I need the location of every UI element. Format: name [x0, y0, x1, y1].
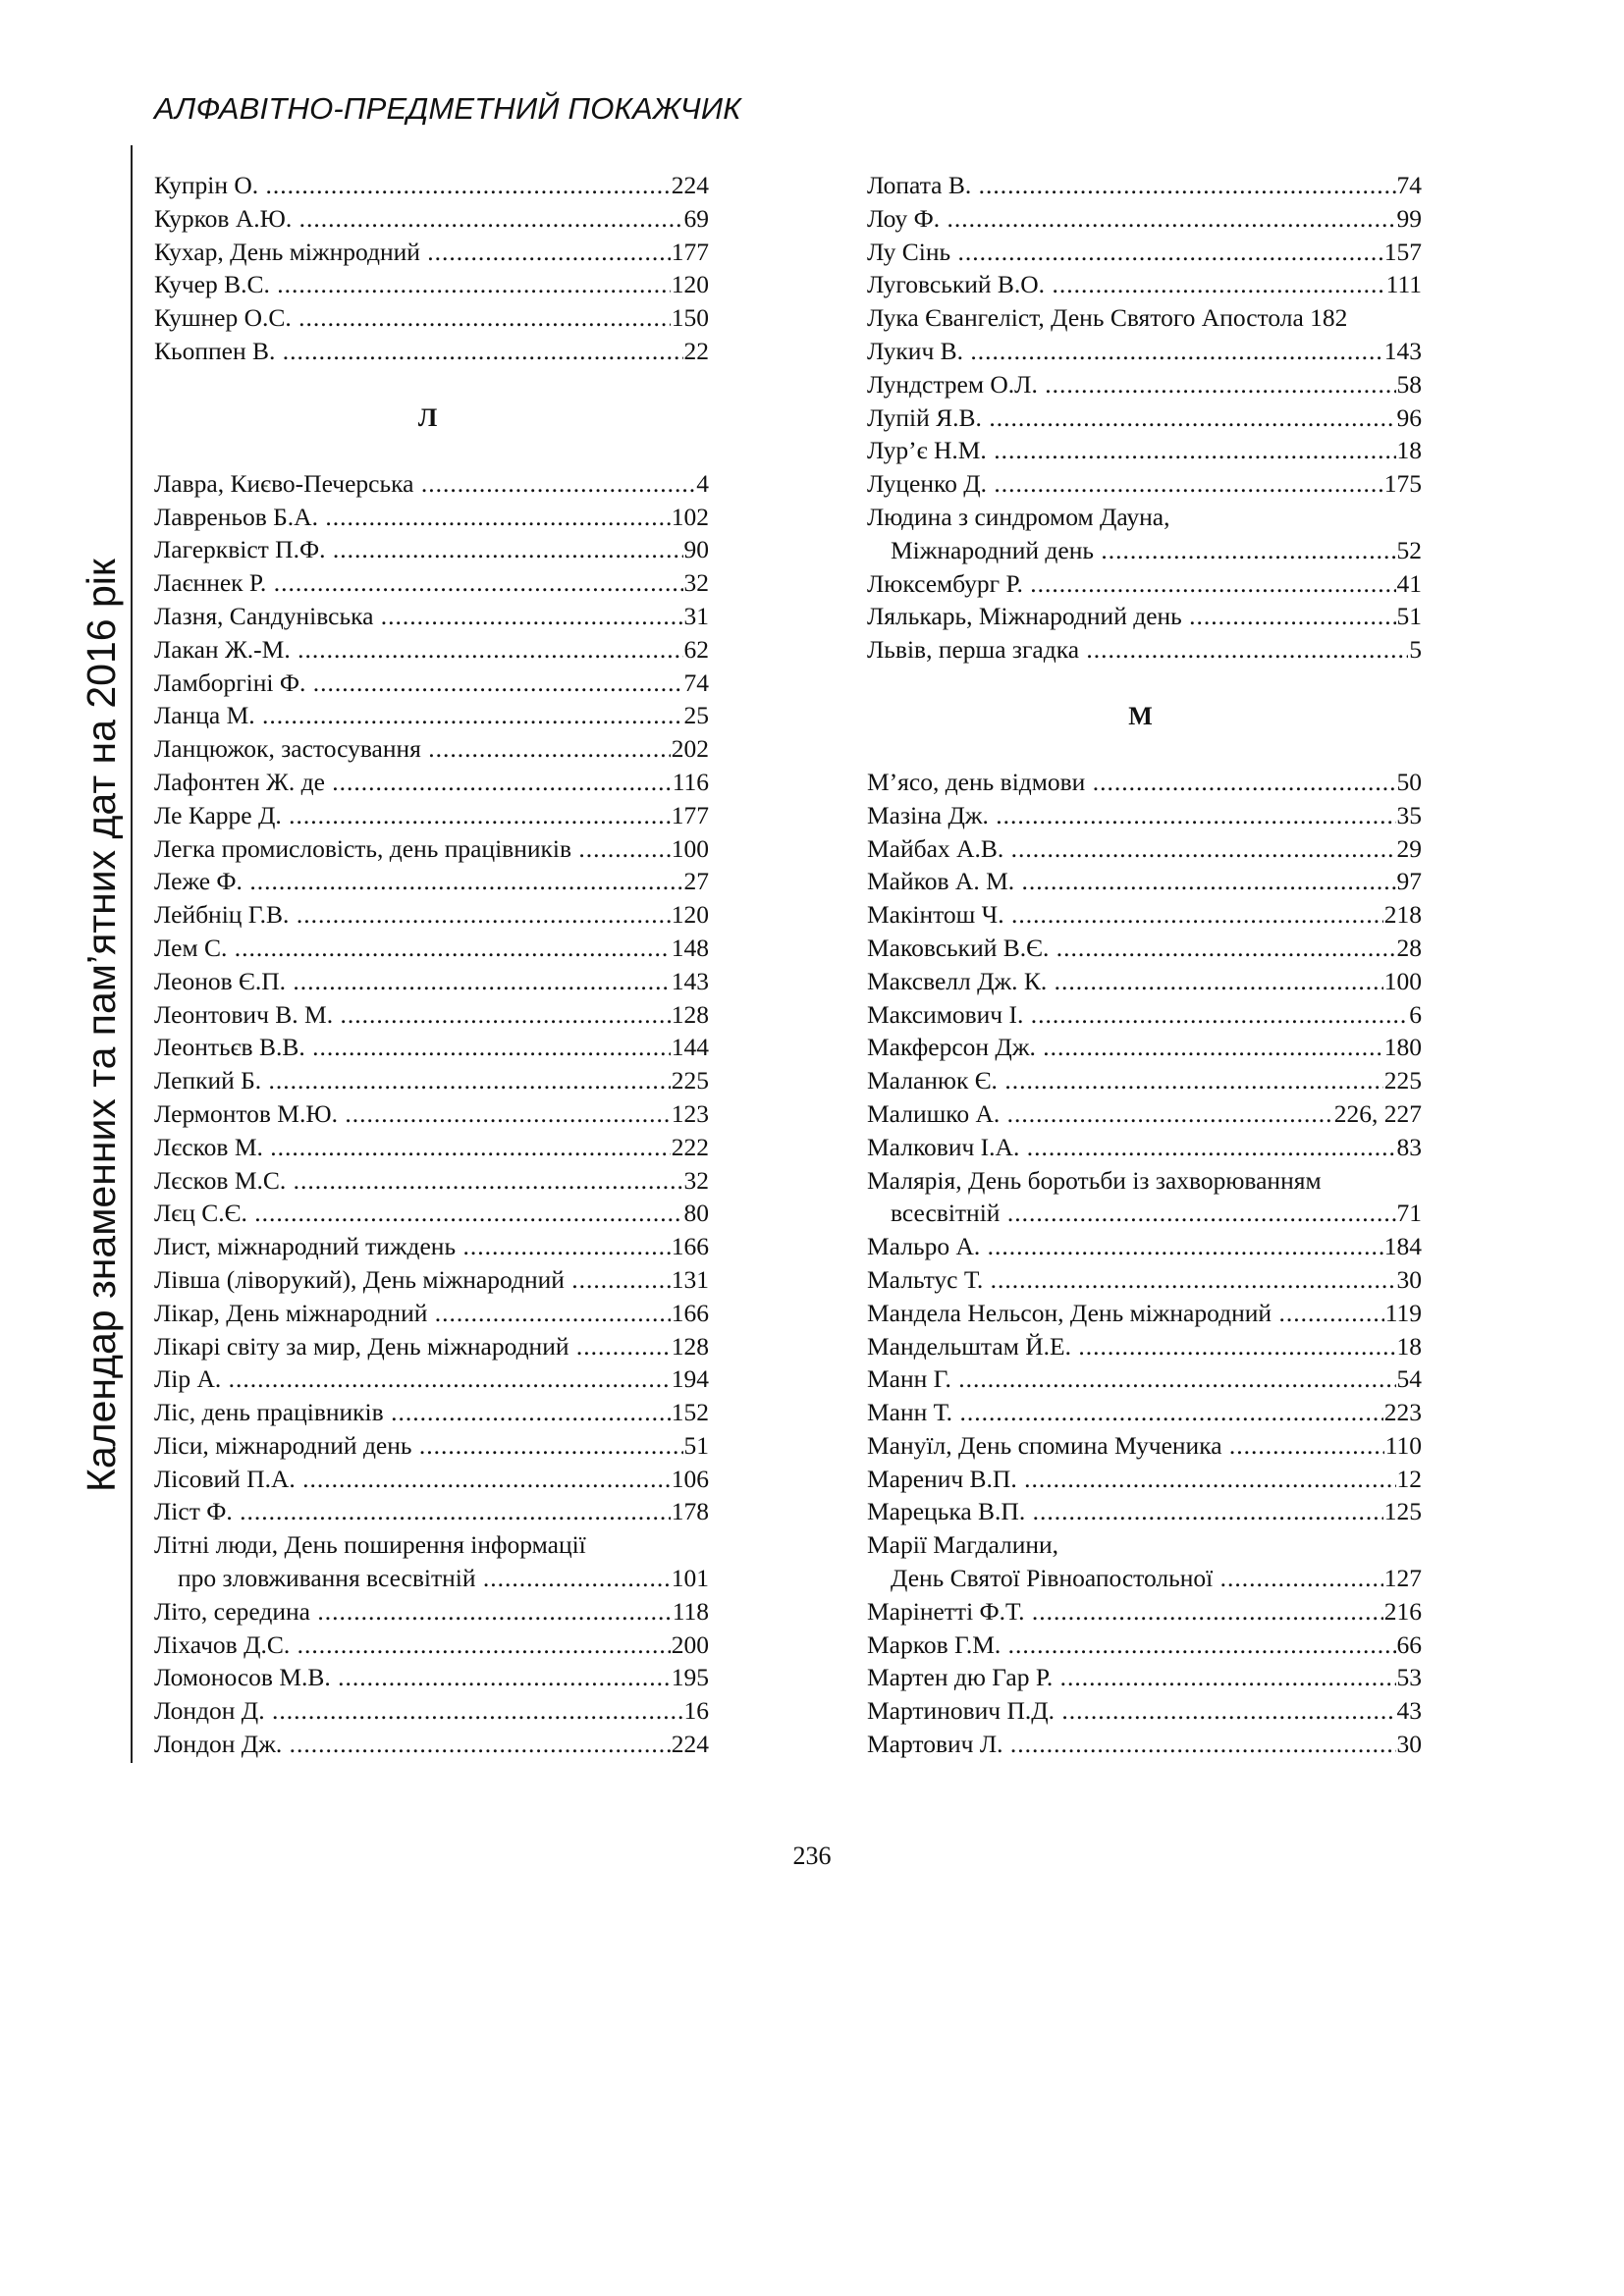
- entry-name: Маланюк Є. .....: [867, 1064, 1422, 1097]
- entry-name: Літо, середина .....: [154, 1595, 709, 1629]
- index-entry: [154, 1064, 709, 1097]
- index-entry: [867, 202, 1422, 236]
- entry-page: 27: [683, 865, 710, 898]
- entry-page: 16: [683, 1694, 710, 1728]
- entry-page: 51: [683, 1429, 710, 1463]
- index-entry: [154, 1297, 709, 1330]
- right-wrap1-cont: [867, 534, 1422, 567]
- entry-page: 150: [671, 301, 709, 335]
- index-entry: [867, 1330, 1422, 1363]
- index-entry: [154, 301, 709, 335]
- entry-name: Малкович І.А. .....: [867, 1131, 1422, 1164]
- entry-page: 194: [671, 1362, 709, 1396]
- entry-name: День Святої Рівноапостольної .....: [891, 1562, 1422, 1595]
- entry-page: 25: [683, 699, 710, 732]
- entry-name: Мандела Нельсон, День міжнародний .....: [867, 1297, 1422, 1330]
- entry-name: Лікарі світу за мир, День міжнародний .....: [154, 1330, 709, 1363]
- index-entry: [867, 401, 1422, 435]
- entry-name: Лагерквіст П.Ф. .....: [154, 533, 709, 566]
- entry-name: Кушнер О.С. .....: [154, 301, 709, 335]
- entry-name: Лікар, День міжнародний .....: [154, 1297, 709, 1330]
- entry-name: Макінтош Ч. .....: [867, 898, 1422, 932]
- entry-name: Ле Карре Д. .....: [154, 799, 709, 832]
- index-entry: [154, 335, 709, 368]
- entry-name: Лур’є Н.М. .....: [867, 434, 1422, 467]
- entry-name: Легка промисловість, день працівників .....: [154, 832, 709, 866]
- index-entry: [867, 236, 1422, 269]
- entry-page: 144: [671, 1031, 709, 1064]
- index-entry: [154, 1131, 709, 1164]
- index-entry: [154, 1595, 709, 1629]
- entry-page: 71: [1396, 1197, 1423, 1230]
- entry-page: 118: [672, 1595, 709, 1629]
- entry-page: 18: [1396, 1330, 1423, 1363]
- entry-name: Макферсон Дж. .....: [867, 1031, 1422, 1064]
- entry-page: 223: [1383, 1396, 1422, 1429]
- index-entry: [867, 1595, 1422, 1629]
- entry-name: Мартинович П.Д. .....: [867, 1694, 1422, 1728]
- entry-name: Курков А.Ю. .....: [154, 202, 709, 236]
- entry-page: 32: [683, 566, 710, 600]
- index-entry: [867, 932, 1422, 965]
- entry-page: 97: [1396, 865, 1423, 898]
- index-entry: [867, 1396, 1422, 1429]
- index-entry: [867, 832, 1422, 866]
- entry-name: Ламборгіні Ф. .....: [154, 667, 709, 700]
- entry-page: 50: [1396, 766, 1423, 799]
- index-entry: [867, 799, 1422, 832]
- entry-name: Люксембург Р. .....: [867, 567, 1422, 601]
- index-entry-luka: Лука Євангеліст, День Святого Апостола 182: [867, 303, 1348, 333]
- entry-page: 101: [671, 1562, 709, 1595]
- index-entry: [154, 1728, 709, 1761]
- entry-page: 119: [1384, 1297, 1422, 1330]
- entry-name: Ланца М. .....: [154, 699, 709, 732]
- index-entry: [154, 467, 709, 501]
- entry-name: Мальтус Т. .....: [867, 1263, 1422, 1297]
- entry-page: 35: [1396, 799, 1423, 832]
- entry-page: 116: [672, 766, 709, 799]
- entry-name: Марков Г.М. .....: [867, 1629, 1422, 1662]
- entry-name: Майков А. М. .....: [867, 865, 1422, 898]
- entry-page: 58: [1396, 368, 1423, 401]
- entry-page: 195: [671, 1661, 709, 1694]
- index-entry: [154, 533, 709, 566]
- index-entry: [867, 1661, 1422, 1694]
- index-entry: [867, 1263, 1422, 1297]
- index-entry: [867, 434, 1422, 467]
- index-entry: [867, 335, 1422, 368]
- index-entry: [867, 1728, 1422, 1761]
- entry-name: Леонов Є.П. .....: [154, 965, 709, 998]
- entry-name: Лукич В. .....: [867, 335, 1422, 368]
- index-entry: [867, 865, 1422, 898]
- index-entry: [867, 1495, 1422, 1528]
- index-entry: [154, 633, 709, 667]
- entry-name: Лазня, Сандунівська .....: [154, 600, 709, 633]
- entry-name: Майбах А.В. .....: [867, 832, 1422, 866]
- entry-name: Лакан Ж.-М. .....: [154, 633, 709, 667]
- entry-name: Лермонтов М.Ю. .....: [154, 1097, 709, 1131]
- index-entry: [867, 1230, 1422, 1263]
- entry-name: Лєсков М.С. .....: [154, 1164, 709, 1198]
- index-entry: [154, 732, 709, 766]
- entry-name: Лоу Ф. .....: [867, 202, 1422, 236]
- entry-page: 62: [683, 633, 710, 667]
- running-header: АЛФАВІТНО-ПРЕДМЕТНИЙ ПОКАЖЧИК: [154, 91, 741, 126]
- index-entry: [154, 1694, 709, 1728]
- entry-name: Лавра, Києво-Печерська .....: [154, 467, 709, 501]
- entry-name: Лондон Д. .....: [154, 1694, 709, 1728]
- index-entry: [154, 965, 709, 998]
- entry-name: Маренич В.П. .....: [867, 1463, 1422, 1496]
- entry-name: Лундстрем О.Л. .....: [867, 368, 1422, 401]
- section-letter-m: М: [1128, 701, 1153, 730]
- entry-name: Лафонтен Ж. де .....: [154, 766, 709, 799]
- right-entries-a: [867, 169, 1422, 301]
- entry-page: 222: [671, 1131, 709, 1164]
- entry-name: Лаєннек Р. .....: [154, 566, 709, 600]
- entry-page: 22: [683, 335, 710, 368]
- index-entry: [154, 998, 709, 1032]
- section-letter-l: Л: [417, 402, 438, 432]
- entry-name: Мануїл, День спомина Мученика .....: [867, 1429, 1422, 1463]
- entry-page: 96: [1396, 401, 1423, 435]
- index-entry: [867, 898, 1422, 932]
- entry-name: Лісовий П.А. .....: [154, 1463, 709, 1496]
- index-entry: [154, 1031, 709, 1064]
- entry-page: 51: [1396, 600, 1423, 633]
- index-entry: [154, 202, 709, 236]
- index-entry: [154, 1661, 709, 1694]
- entry-name: Кухар, День міжнродний .....: [154, 236, 709, 269]
- entry-page: 28: [1396, 932, 1423, 965]
- entry-page: 106: [671, 1463, 709, 1496]
- entry-name: Манн Г. .....: [867, 1362, 1422, 1396]
- entry-name: Лєц С.Є. .....: [154, 1197, 709, 1230]
- index-entry: [154, 236, 709, 269]
- index-entry-first-line: Марії Магдалини,: [867, 1530, 1059, 1560]
- entry-page: 90: [683, 533, 710, 566]
- right-column: [867, 169, 1422, 1761]
- index-entry: [154, 169, 709, 202]
- entry-page: 111: [1385, 268, 1422, 301]
- index-entry: [154, 566, 709, 600]
- right-wrap2-cont: [867, 1197, 1422, 1230]
- index-entry: [867, 1131, 1422, 1164]
- entry-page: 177: [671, 799, 709, 832]
- entry-name: Мартен дю Гар Р. .....: [867, 1661, 1422, 1694]
- entry-name: Кучер В.С. .....: [154, 268, 709, 301]
- left-column: [154, 169, 709, 1761]
- entry-page: 69: [683, 202, 710, 236]
- entry-name: Марінетті Ф.Т. .....: [867, 1595, 1422, 1629]
- entry-name: Малишко А. .....: [867, 1097, 1422, 1131]
- entry-page: 200: [671, 1629, 709, 1662]
- entry-name: Львів, перша згадка .....: [867, 633, 1422, 667]
- entry-name: Луговський В.О. .....: [867, 268, 1422, 301]
- index-entry: [867, 1429, 1422, 1463]
- entry-page: 30: [1396, 1728, 1423, 1761]
- index-entry: [867, 1629, 1422, 1662]
- entry-page: 120: [671, 268, 709, 301]
- entry-page: 43: [1396, 1694, 1423, 1728]
- index-entry: [867, 467, 1422, 501]
- entry-page: 52: [1396, 534, 1423, 567]
- entry-page: 83: [1396, 1131, 1423, 1164]
- index-entry: [867, 1297, 1422, 1330]
- entry-page: 32: [683, 1164, 710, 1198]
- index-entry: [154, 932, 709, 965]
- entry-page: 166: [671, 1297, 709, 1330]
- entry-page: 123: [671, 1097, 709, 1131]
- entry-page: 18: [1396, 434, 1423, 467]
- left-wrap1-cont: [154, 1562, 709, 1595]
- entry-page: 12: [1396, 1463, 1423, 1496]
- entry-page: 166: [671, 1230, 709, 1263]
- entry-name: Мартович Л. .....: [867, 1728, 1422, 1761]
- index-entry: [867, 567, 1422, 601]
- entry-name: Луценко Д. .....: [867, 467, 1422, 501]
- index-entry: [867, 965, 1422, 998]
- entry-name: Лепкий Б. .....: [154, 1064, 709, 1097]
- index-entry: [154, 1263, 709, 1297]
- entry-name: Лєсков М. .....: [154, 1131, 709, 1164]
- index-entry: [867, 169, 1422, 202]
- entry-page: 100: [1383, 965, 1422, 998]
- index-entry: [867, 368, 1422, 401]
- index-entry: [867, 1031, 1422, 1064]
- right-wrap3-cont: [867, 1562, 1422, 1595]
- entry-name: Лопата В. .....: [867, 169, 1422, 202]
- index-entry: [154, 1197, 709, 1230]
- entry-page: 74: [1396, 169, 1423, 202]
- entry-name: Ланцюжок, застосування .....: [154, 732, 709, 766]
- entry-page: 100: [671, 832, 709, 866]
- right-entries-d: [867, 766, 1422, 1164]
- index-entry: [154, 699, 709, 732]
- entry-page: 226, 227: [1333, 1097, 1422, 1131]
- index-entry: [154, 1463, 709, 1496]
- entry-name: про зловживання всесвітній .....: [178, 1562, 709, 1595]
- index-entry: [867, 1463, 1422, 1496]
- entry-page: 74: [683, 667, 710, 700]
- index-entry: [867, 1064, 1422, 1097]
- entry-name: Лупій Я.В. .....: [867, 401, 1422, 435]
- side-title: Календар знаменних та пам’ятних дат на 2016 рік: [79, 559, 124, 1492]
- entry-page: 6: [1408, 998, 1422, 1032]
- entry-name: всесвітній .....: [891, 1197, 1422, 1230]
- entry-page: 218: [1383, 898, 1422, 932]
- entry-name: Кьоппен В. .....: [154, 335, 709, 368]
- index-entry: [154, 832, 709, 866]
- index-entry: [154, 600, 709, 633]
- entry-name: Купрін О. .....: [154, 169, 709, 202]
- index-entry: [867, 998, 1422, 1032]
- index-entry: [154, 799, 709, 832]
- right-entries-b: [867, 335, 1422, 501]
- entry-page: 127: [1383, 1562, 1422, 1595]
- entry-name: Максвелл Дж. К. .....: [867, 965, 1422, 998]
- entry-page: 225: [671, 1064, 709, 1097]
- right-entries-e: [867, 1230, 1422, 1528]
- entry-page: 216: [1383, 1595, 1422, 1629]
- entry-page: 224: [671, 169, 709, 202]
- index-entry: [154, 1429, 709, 1463]
- entry-page: 202: [671, 732, 709, 766]
- entry-name: Марецька В.П. .....: [867, 1495, 1422, 1528]
- entry-name: Лу Сінь .....: [867, 236, 1422, 269]
- index-entry: [154, 667, 709, 700]
- index-entry-continuation: [867, 534, 1422, 567]
- entry-page: 128: [671, 998, 709, 1032]
- entry-name: Ліхачов Д.С. .....: [154, 1629, 709, 1662]
- entry-page: 224: [671, 1728, 709, 1761]
- left-top-entries: [154, 169, 709, 368]
- entry-name: Максимович І. .....: [867, 998, 1422, 1032]
- entry-name: Лялькарь, Міжнародний день .....: [867, 600, 1422, 633]
- left-entries-b: [154, 1595, 709, 1761]
- index-entry: [867, 1362, 1422, 1396]
- entry-name: Леонтьєв В.В. .....: [154, 1031, 709, 1064]
- entry-page: 99: [1396, 202, 1423, 236]
- page-number: 236: [792, 1842, 832, 1870]
- entry-name: Леже Ф. .....: [154, 865, 709, 898]
- entry-name: Мазіна Дж. .....: [867, 799, 1422, 832]
- left-entries-a: [154, 467, 709, 1529]
- index-entry: [154, 1495, 709, 1528]
- index-entry: [154, 1396, 709, 1429]
- entry-page: 128: [671, 1330, 709, 1363]
- entry-name: Лейбніц Г.В. .....: [154, 898, 709, 932]
- entry-page: 175: [1383, 467, 1422, 501]
- entry-name: М’ясо, день відмови .....: [867, 766, 1422, 799]
- entry-name: Лавреньов Б.А. .....: [154, 501, 709, 534]
- index-entry: [154, 1230, 709, 1263]
- index-entry: [867, 633, 1422, 667]
- entry-page: 54: [1396, 1362, 1423, 1396]
- index-entry: [154, 898, 709, 932]
- entry-page: 29: [1396, 832, 1423, 866]
- entry-page: 143: [671, 965, 709, 998]
- entry-name: Лір А. .....: [154, 1362, 709, 1396]
- entry-name: Ломоносов М.В. .....: [154, 1661, 709, 1694]
- index-entry: [867, 268, 1422, 301]
- entry-page: 41: [1396, 567, 1423, 601]
- index-entry: [154, 1097, 709, 1131]
- side-rule: [131, 145, 133, 1763]
- entry-name: Мальро А. .....: [867, 1230, 1422, 1263]
- index-entry: [867, 766, 1422, 799]
- entry-page: 178: [671, 1495, 709, 1528]
- index-entry: [154, 766, 709, 799]
- index-entry: [154, 501, 709, 534]
- entry-page: 66: [1396, 1629, 1423, 1662]
- entry-page: 157: [1383, 236, 1422, 269]
- entry-name: Леонтович В. М. .....: [154, 998, 709, 1032]
- entry-page: 120: [671, 898, 709, 932]
- index-entry: [867, 1097, 1422, 1131]
- entry-name: Ліст Ф. .....: [154, 1495, 709, 1528]
- entry-page: 30: [1396, 1263, 1423, 1297]
- index-entry-first-line: Малярія, День боротьби із захворюванням: [867, 1165, 1322, 1195]
- index-entry: [154, 1164, 709, 1198]
- entry-name: Міжнародний день .....: [891, 534, 1422, 567]
- entry-name: Лист, міжнародний тиждень .....: [154, 1230, 709, 1263]
- entry-name: Ліси, міжнародний день .....: [154, 1429, 709, 1463]
- index-entry-continuation: [154, 1562, 709, 1595]
- entry-page: 225: [1383, 1064, 1422, 1097]
- entry-page: 184: [1383, 1230, 1422, 1263]
- index-entry: [154, 268, 709, 301]
- entry-page: 53: [1396, 1661, 1423, 1694]
- entry-page: 5: [1408, 633, 1422, 667]
- entry-name: Ліс, день працівників .....: [154, 1396, 709, 1429]
- index-entry: [154, 865, 709, 898]
- index-entry: [154, 1362, 709, 1396]
- index-entry-continuation: [867, 1562, 1422, 1595]
- entry-page: 31: [683, 600, 710, 633]
- index-entry: [154, 1330, 709, 1363]
- entry-page: 177: [671, 236, 709, 269]
- entry-name: Лем С. .....: [154, 932, 709, 965]
- index-entry-first-line: Людина з синдромом Дауна,: [867, 502, 1170, 531]
- index-entry: [867, 600, 1422, 633]
- index-entry: [867, 1694, 1422, 1728]
- entry-page: 4: [695, 467, 709, 501]
- right-entries-f: [867, 1595, 1422, 1761]
- entry-page: 180: [1383, 1031, 1422, 1064]
- right-entries-c: [867, 567, 1422, 667]
- entry-page: 152: [671, 1396, 709, 1429]
- entry-name: Мандельштам Й.Е. .....: [867, 1330, 1422, 1363]
- entry-page: 143: [1383, 335, 1422, 368]
- entry-page: 131: [671, 1263, 709, 1297]
- entry-name: Маковський В.Є. .....: [867, 932, 1422, 965]
- entry-name: Лондон Дж. .....: [154, 1728, 709, 1761]
- entry-page: 125: [1383, 1495, 1422, 1528]
- entry-name: Манн Т. .....: [867, 1396, 1422, 1429]
- index-entry-continuation: [867, 1197, 1422, 1230]
- entry-name: Лівша (ліворукий), День міжнародний .....: [154, 1263, 709, 1297]
- entry-page: 110: [1384, 1429, 1422, 1463]
- index-entry-first-line: Літні люди, День поширення інформації: [154, 1530, 586, 1560]
- index-entry: [154, 1629, 709, 1662]
- entry-page: 80: [683, 1197, 710, 1230]
- entry-page: 102: [671, 501, 709, 534]
- entry-page: 148: [671, 932, 709, 965]
